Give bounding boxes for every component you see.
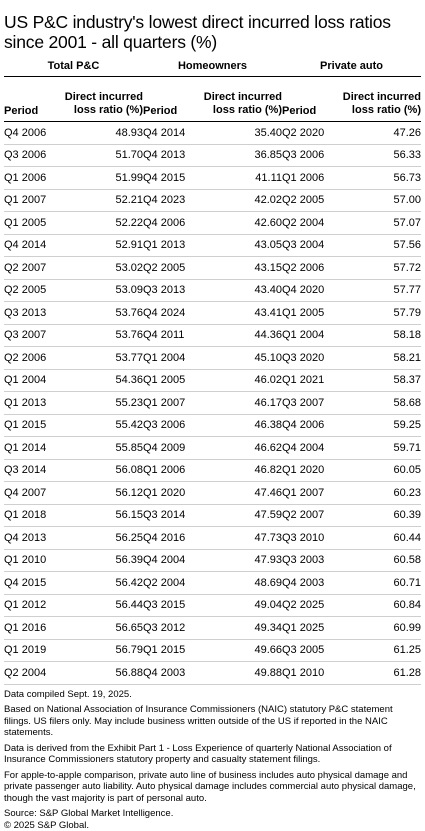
cell-period: Q3 2013 [4, 307, 64, 319]
table-row [143, 370, 282, 393]
table-row [143, 527, 282, 550]
cell-loss-ratio: 60.71 [342, 577, 421, 589]
cell-loss-ratio: 56.33 [342, 149, 421, 161]
cell-period: Q1 2020 [143, 487, 203, 499]
cell-loss-ratio: 54.36 [64, 374, 143, 386]
cell-period: Q1 2012 [4, 599, 64, 611]
cell-period: Q1 2010 [4, 554, 64, 566]
cell-loss-ratio: 60.23 [342, 487, 421, 499]
table-group-title: Private auto [282, 60, 421, 77]
cell-period: Q2 2004 [282, 217, 342, 229]
table-row [4, 460, 143, 483]
cell-period: Q2 2007 [4, 262, 64, 274]
table-group-title: Homeowners [143, 60, 282, 77]
cell-period: Q3 2004 [282, 239, 342, 251]
column-header-loss-ratio: Direct incurred loss ratio (%) [330, 91, 421, 117]
cell-loss-ratio: 53.77 [64, 352, 143, 364]
cell-period: Q1 2010 [282, 667, 342, 679]
cell-period: Q4 2003 [282, 577, 342, 589]
cell-loss-ratio: 55.85 [64, 442, 143, 454]
cell-period: Q1 2007 [282, 487, 342, 499]
table-row [282, 595, 421, 618]
cell-period: Q1 2016 [4, 622, 64, 634]
table-row [4, 482, 143, 505]
cell-loss-ratio: 47.59 [203, 509, 282, 521]
table-row [143, 145, 282, 168]
cell-period: Q1 2019 [4, 644, 64, 656]
cell-loss-ratio: 60.05 [342, 464, 421, 476]
cell-period: Q4 2011 [143, 329, 203, 341]
table-row [282, 505, 421, 528]
table-row [4, 662, 143, 685]
cell-loss-ratio: 52.91 [64, 239, 143, 251]
cell-loss-ratio: 48.93 [64, 127, 143, 139]
cell-period: Q4 2015 [143, 172, 203, 184]
cell-loss-ratio: 56.39 [64, 554, 143, 566]
cell-loss-ratio: 57.07 [342, 217, 421, 229]
cell-loss-ratio: 53.02 [64, 262, 143, 274]
table-row [282, 122, 421, 145]
cell-loss-ratio: 57.56 [342, 239, 421, 251]
cell-loss-ratio: 58.37 [342, 374, 421, 386]
cell-period: Q1 2025 [282, 622, 342, 634]
cell-loss-ratio: 56.79 [64, 644, 143, 656]
cell-period: Q3 2010 [282, 532, 342, 544]
cell-loss-ratio: 60.58 [342, 554, 421, 566]
cell-loss-ratio: 43.05 [203, 239, 282, 251]
cell-period: Q1 2004 [4, 374, 64, 386]
cell-period: Q4 2013 [143, 149, 203, 161]
cell-period: Q4 2004 [143, 554, 203, 566]
source-line: Source: S&P Global Market Intelligence. [4, 808, 421, 820]
cell-period: Q1 2005 [143, 374, 203, 386]
table-row [143, 122, 282, 145]
cell-loss-ratio: 43.41 [203, 307, 282, 319]
cell-loss-ratio: 42.02 [203, 194, 282, 206]
cell-period: Q1 2006 [282, 172, 342, 184]
cell-loss-ratio: 56.65 [64, 622, 143, 634]
cell-period: Q4 2006 [4, 127, 64, 139]
cell-period: Q3 2014 [4, 464, 64, 476]
cell-period: Q3 2013 [143, 284, 203, 296]
column-header-loss-ratio: Direct incurred loss ratio (%) [52, 91, 143, 117]
table-row [282, 257, 421, 280]
cell-loss-ratio: 56.08 [64, 464, 143, 476]
table-row [143, 617, 282, 640]
cell-period: Q4 2016 [143, 532, 203, 544]
cell-period: Q3 2015 [143, 599, 203, 611]
table-row [143, 572, 282, 595]
cell-loss-ratio: 60.84 [342, 599, 421, 611]
table-row [4, 212, 143, 235]
cell-period: Q1 2007 [143, 397, 203, 409]
table-row [143, 347, 282, 370]
cell-period: Q3 2005 [282, 644, 342, 656]
cell-loss-ratio: 57.77 [342, 284, 421, 296]
cell-loss-ratio: 56.25 [64, 532, 143, 544]
cell-period: Q1 2014 [4, 442, 64, 454]
table-row [282, 235, 421, 258]
cell-loss-ratio: 41.11 [203, 172, 282, 184]
cell-period: Q1 2005 [282, 307, 342, 319]
cell-loss-ratio: 46.82 [203, 464, 282, 476]
table-row [282, 145, 421, 168]
table-row [143, 505, 282, 528]
table-row [4, 167, 143, 190]
column-header-period: Period [143, 105, 191, 117]
cell-period: Q1 2013 [4, 397, 64, 409]
table-row [282, 370, 421, 393]
cell-loss-ratio: 47.93 [203, 554, 282, 566]
cell-loss-ratio: 57.72 [342, 262, 421, 274]
column-header-period: Period [4, 105, 52, 117]
cell-period: Q4 2023 [143, 194, 203, 206]
footnotes [4, 689, 421, 831]
cell-loss-ratio: 46.02 [203, 374, 282, 386]
cell-period: Q2 2004 [4, 667, 64, 679]
note-exhibit: Data is derived from the Exhibit Part 1 - Loss Experience of quarterly National Association of Insurance Commissioners statutory property and casualty statement filings. [4, 743, 421, 766]
table-row [143, 302, 282, 325]
cell-loss-ratio: 43.40 [203, 284, 282, 296]
cell-loss-ratio: 35.40 [203, 127, 282, 139]
table-row [143, 167, 282, 190]
table-header [4, 77, 143, 122]
table-row [143, 415, 282, 438]
cell-loss-ratio: 48.69 [203, 577, 282, 589]
cell-loss-ratio: 61.28 [342, 667, 421, 679]
table-header [282, 77, 421, 122]
cell-period: Q1 2013 [143, 239, 203, 251]
cell-loss-ratio: 56.88 [64, 667, 143, 679]
table-row [143, 212, 282, 235]
cell-loss-ratio: 53.76 [64, 329, 143, 341]
cell-period: Q1 2006 [4, 172, 64, 184]
cell-loss-ratio: 42.60 [203, 217, 282, 229]
table-row [4, 302, 143, 325]
table-row [4, 235, 143, 258]
cell-period: Q1 2018 [4, 509, 64, 521]
cell-period: Q1 2015 [4, 419, 64, 431]
table-row [4, 415, 143, 438]
cell-loss-ratio: 58.68 [342, 397, 421, 409]
table-row [4, 550, 143, 573]
cell-loss-ratio: 49.34 [203, 622, 282, 634]
page-title: US P&C industry's lowest direct incurred loss ratios since 2001 - all quarters (%) [4, 12, 421, 52]
cell-loss-ratio: 58.21 [342, 352, 421, 364]
cell-loss-ratio: 49.88 [203, 667, 282, 679]
table-row [282, 437, 421, 460]
cell-period: Q2 2006 [282, 262, 342, 274]
cell-loss-ratio: 60.44 [342, 532, 421, 544]
table-row [143, 392, 282, 415]
table-row [282, 572, 421, 595]
cell-period: Q3 2006 [282, 149, 342, 161]
table-row [282, 302, 421, 325]
cell-loss-ratio: 58.18 [342, 329, 421, 341]
cell-period: Q1 2004 [282, 329, 342, 341]
cell-period: Q3 2006 [143, 419, 203, 431]
column-header-loss-ratio: Direct incurred loss ratio (%) [191, 91, 282, 117]
table-row [282, 325, 421, 348]
note-auto: For apple-to-apple comparison, private auto line of business includes auto physical damage and private passenger auto liability. Auto physical damage includes commercial auto physical damage, though the vast majority is part of personal auto. [4, 770, 421, 805]
cell-loss-ratio: 55.42 [64, 419, 143, 431]
cell-loss-ratio: 56.42 [64, 577, 143, 589]
cell-period: Q3 2012 [143, 622, 203, 634]
cell-loss-ratio: 59.25 [342, 419, 421, 431]
cell-loss-ratio: 56.44 [64, 599, 143, 611]
table-row [143, 482, 282, 505]
cell-loss-ratio: 51.70 [64, 149, 143, 161]
table-row [4, 617, 143, 640]
cell-period: Q4 2014 [4, 239, 64, 251]
cell-period: Q1 2021 [282, 374, 342, 386]
table-row [282, 347, 421, 370]
table-row [282, 392, 421, 415]
cell-loss-ratio: 53.09 [64, 284, 143, 296]
table-row [282, 662, 421, 685]
cell-period: Q2 2025 [282, 599, 342, 611]
table-group-title: Total P&C [4, 60, 143, 77]
cell-loss-ratio: 46.17 [203, 397, 282, 409]
cell-period: Q1 2004 [143, 352, 203, 364]
table-row [282, 617, 421, 640]
cell-period: Q4 2003 [143, 667, 203, 679]
report [0, 12, 425, 831]
cell-loss-ratio: 56.12 [64, 487, 143, 499]
cell-loss-ratio: 52.22 [64, 217, 143, 229]
cell-period: Q4 2004 [282, 442, 342, 454]
cell-period: Q4 2007 [4, 487, 64, 499]
table-row [282, 640, 421, 663]
table-row [4, 595, 143, 618]
table-row [4, 347, 143, 370]
table-row [143, 325, 282, 348]
cell-period: Q4 2014 [143, 127, 203, 139]
table-row [4, 325, 143, 348]
table-row [4, 640, 143, 663]
table-row [282, 550, 421, 573]
cell-loss-ratio: 52.21 [64, 194, 143, 206]
cell-period: Q1 2005 [4, 217, 64, 229]
table-row [143, 257, 282, 280]
cell-period: Q3 2003 [282, 554, 342, 566]
copyright-line: © 2025 S&P Global. [4, 820, 421, 831]
cell-loss-ratio: 55.23 [64, 397, 143, 409]
cell-loss-ratio: 47.46 [203, 487, 282, 499]
note-date: Data compiled Sept. 19, 2025. [4, 689, 421, 701]
table-homeowners [143, 60, 282, 685]
cell-loss-ratio: 46.38 [203, 419, 282, 431]
table-total-pc [4, 60, 143, 685]
table-row [143, 550, 282, 573]
cell-loss-ratio: 47.26 [342, 127, 421, 139]
note-naic: Based on National Association of Insurance Commissioners (NAIC) statutory P&C statement filings. US filers only. May include business written outside of the US if reported in the NAIC statements. [4, 704, 421, 739]
cell-period: Q4 2006 [282, 419, 342, 431]
table-row [4, 527, 143, 550]
cell-period: Q3 2014 [143, 509, 203, 521]
cell-loss-ratio: 53.76 [64, 307, 143, 319]
table-row [143, 437, 282, 460]
cell-loss-ratio: 60.99 [342, 622, 421, 634]
cell-period: Q2 2004 [143, 577, 203, 589]
cell-loss-ratio: 56.73 [342, 172, 421, 184]
cell-loss-ratio: 51.99 [64, 172, 143, 184]
cell-loss-ratio: 49.04 [203, 599, 282, 611]
cell-period: Q2 2007 [282, 509, 342, 521]
table-row [4, 392, 143, 415]
table-row [4, 122, 143, 145]
cell-loss-ratio: 56.15 [64, 509, 143, 521]
cell-period: Q4 2020 [282, 284, 342, 296]
cell-period: Q2 2005 [4, 284, 64, 296]
column-header-period: Period [282, 105, 330, 117]
table-row [4, 280, 143, 303]
table-row [4, 572, 143, 595]
cell-loss-ratio: 47.73 [203, 532, 282, 544]
table-header [143, 77, 282, 122]
table-row [4, 505, 143, 528]
cell-loss-ratio: 43.15 [203, 262, 282, 274]
table-row [4, 370, 143, 393]
table-row [282, 527, 421, 550]
cell-period: Q3 2007 [4, 329, 64, 341]
table-private-auto [282, 60, 421, 685]
table-row [143, 662, 282, 685]
table-row [4, 145, 143, 168]
table-row [143, 190, 282, 213]
table-row [143, 595, 282, 618]
cell-period: Q1 2020 [282, 464, 342, 476]
cell-loss-ratio: 59.71 [342, 442, 421, 454]
table-row [4, 190, 143, 213]
table-row [143, 460, 282, 483]
cell-period: Q2 2020 [282, 127, 342, 139]
table-row [143, 235, 282, 258]
cell-loss-ratio: 46.62 [203, 442, 282, 454]
table-row [143, 640, 282, 663]
cell-period: Q4 2006 [143, 217, 203, 229]
cell-period: Q3 2020 [282, 352, 342, 364]
table-row [282, 415, 421, 438]
cell-period: Q1 2006 [143, 464, 203, 476]
cell-loss-ratio: 45.10 [203, 352, 282, 364]
table-row [282, 212, 421, 235]
cell-loss-ratio: 57.79 [342, 307, 421, 319]
tables-container [4, 60, 421, 685]
table-row [4, 257, 143, 280]
cell-period: Q4 2013 [4, 532, 64, 544]
cell-period: Q1 2015 [143, 644, 203, 656]
cell-loss-ratio: 57.00 [342, 194, 421, 206]
cell-period: Q1 2007 [4, 194, 64, 206]
cell-period: Q4 2015 [4, 577, 64, 589]
cell-loss-ratio: 36.85 [203, 149, 282, 161]
cell-period: Q3 2006 [4, 149, 64, 161]
table-row [282, 190, 421, 213]
table-row [143, 280, 282, 303]
cell-loss-ratio: 49.66 [203, 644, 282, 656]
cell-period: Q3 2007 [282, 397, 342, 409]
cell-period: Q2 2006 [4, 352, 64, 364]
cell-period: Q2 2005 [143, 262, 203, 274]
table-row [282, 167, 421, 190]
table-row [4, 437, 143, 460]
cell-period: Q2 2005 [282, 194, 342, 206]
table-row [282, 482, 421, 505]
cell-period: Q4 2009 [143, 442, 203, 454]
cell-loss-ratio: 44.36 [203, 329, 282, 341]
table-row [282, 460, 421, 483]
cell-loss-ratio: 60.39 [342, 509, 421, 521]
cell-loss-ratio: 61.25 [342, 644, 421, 656]
cell-period: Q4 2024 [143, 307, 203, 319]
table-row [282, 280, 421, 303]
